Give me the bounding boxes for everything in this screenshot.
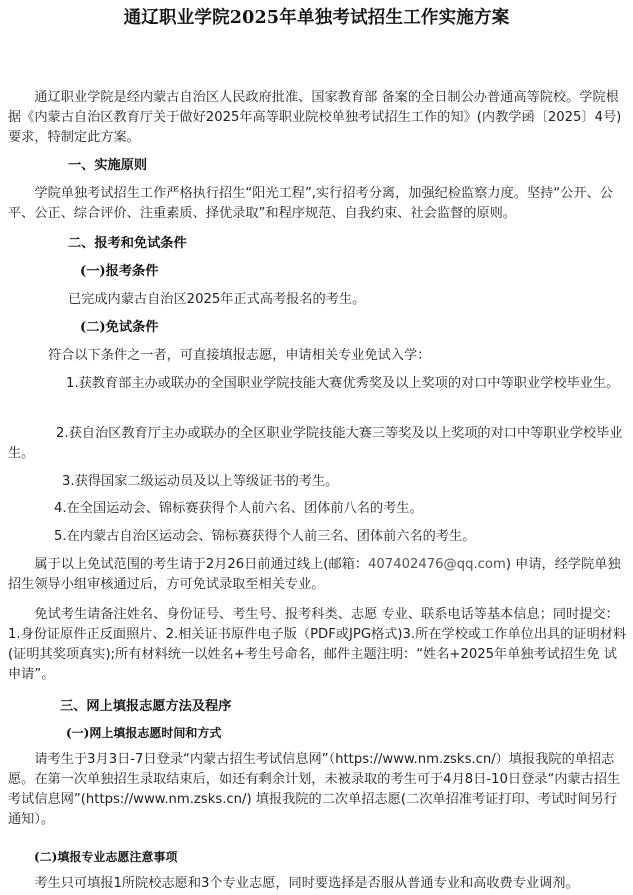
section-1-text: 学院单独考试招生工作严格执行招生“阳光工程”,实行招考分离，加强纪检监察力度。坚持“公开、公平、公正、综合评价、注重素质、择优录取”和程序规范、自我约束、社会监督的原则。 (8, 186, 613, 221)
section-2-heading: 二、报考和免试条件 (68, 236, 187, 251)
condition-item-1: 1.获教育部主办或联办的全国职业学院技能大赛优秀奖及以上奖项的对口中等职业学校毕业生。 (66, 376, 620, 391)
section-2-sub2-text: 符合以下条件之一者，可直接填报志愿，申请相关专业免试入学： (48, 348, 431, 363)
section-3-sub1-heading: (一)网上填报志愿时间和方式 (66, 726, 222, 740)
section-2-sub1-text: 已完成内蒙古自治区2025年正式高考报名的考生。 (68, 292, 366, 307)
section-3-sub2-heading: (二)填报专业志愿注意事项 (34, 850, 178, 864)
application-email: 407402476@qq.com (368, 557, 506, 572)
section-3-sub2-text: 考生只可填报1所院校志愿和3个专业志愿，同时要选择是否服从普通专业和高收费专业调剂。 (34, 876, 579, 891)
section-3-heading: 三、网上填报志愿方法及程序 (60, 699, 232, 714)
condition-item-2: 2.获自治区教育厅主办或联办的全区职业学院技能大赛三等奖及以上奖项的对口中等职业学校毕业生。 (8, 426, 623, 461)
intro-paragraph: 通辽职业学院是经内蒙古自治区人民政府批准、国家教育部 备案的全日制公办普通高等院校。学院根据《内蒙古自治区教育厅关于做好2025年高等职业院校单独考试招生工作的知》(内教学函〔2025〕4号)要求，特制定此方案。 (8, 90, 622, 145)
section-2-sub1-heading: (一)报考条件 (80, 264, 159, 279)
condition-item-5: 5.在内蒙古自治区运动会、锦标赛获得个人前三名、团体前六名的考生。 (54, 529, 476, 544)
application-text-end: ) 申请，经学院单独招生领导小组审核通过后，方可免试录取至相关专业。 (8, 557, 621, 592)
condition-item-4: 4.在全国运动会、锦标赛获得个人前六名、团体前八名的考生。 (54, 501, 423, 516)
section-2-sub2-heading: (二)免试条件 (80, 320, 159, 335)
application-text-start: 属于以上免试范围的考生请于2月26日前通过线上(邮箱： (34, 557, 369, 572)
materials-paragraph: 免试考生请备注姓名、身份证号、考生号、报考科类、志愿 专业、联系电话等基本信息；同时提交：1.身份证原件正反面照片、2.相关证书原件电子版（PDF或JPG格式)3.所在学校或工作单位出具的证明材料(证明其奖项真实);所有材料统一以姓名+考生号命名，邮件主题注明：“姓名+2025年单独考试招生免 试申请”。 (8, 607, 627, 682)
section-3-sub1-text: 请考生于3月3日-7日登录“内蒙古招生考试信息网”（https://www.nm.zsks.cn/）填报我院的单招志愿。在第一次单独招生录取结束后，如还有剩余计划，未被录取的考生可于4月8日-10日登录“内蒙古招生考试信息网”(https://www.nm.zsks.cn/) 填报我院的二次单招志愿(二次单招准考证打印、考试时间另行通知）。 (8, 752, 621, 827)
condition-item-3: 3.获得国家二级运动员及以上等级证书的考生。 (62, 474, 339, 489)
application-paragraph (8, 555, 628, 595)
document-title: 通辽职业学院2025年单独考试招生工作实施方案 (123, 8, 510, 28)
section-1-heading: 一、实施原则 (68, 158, 148, 173)
